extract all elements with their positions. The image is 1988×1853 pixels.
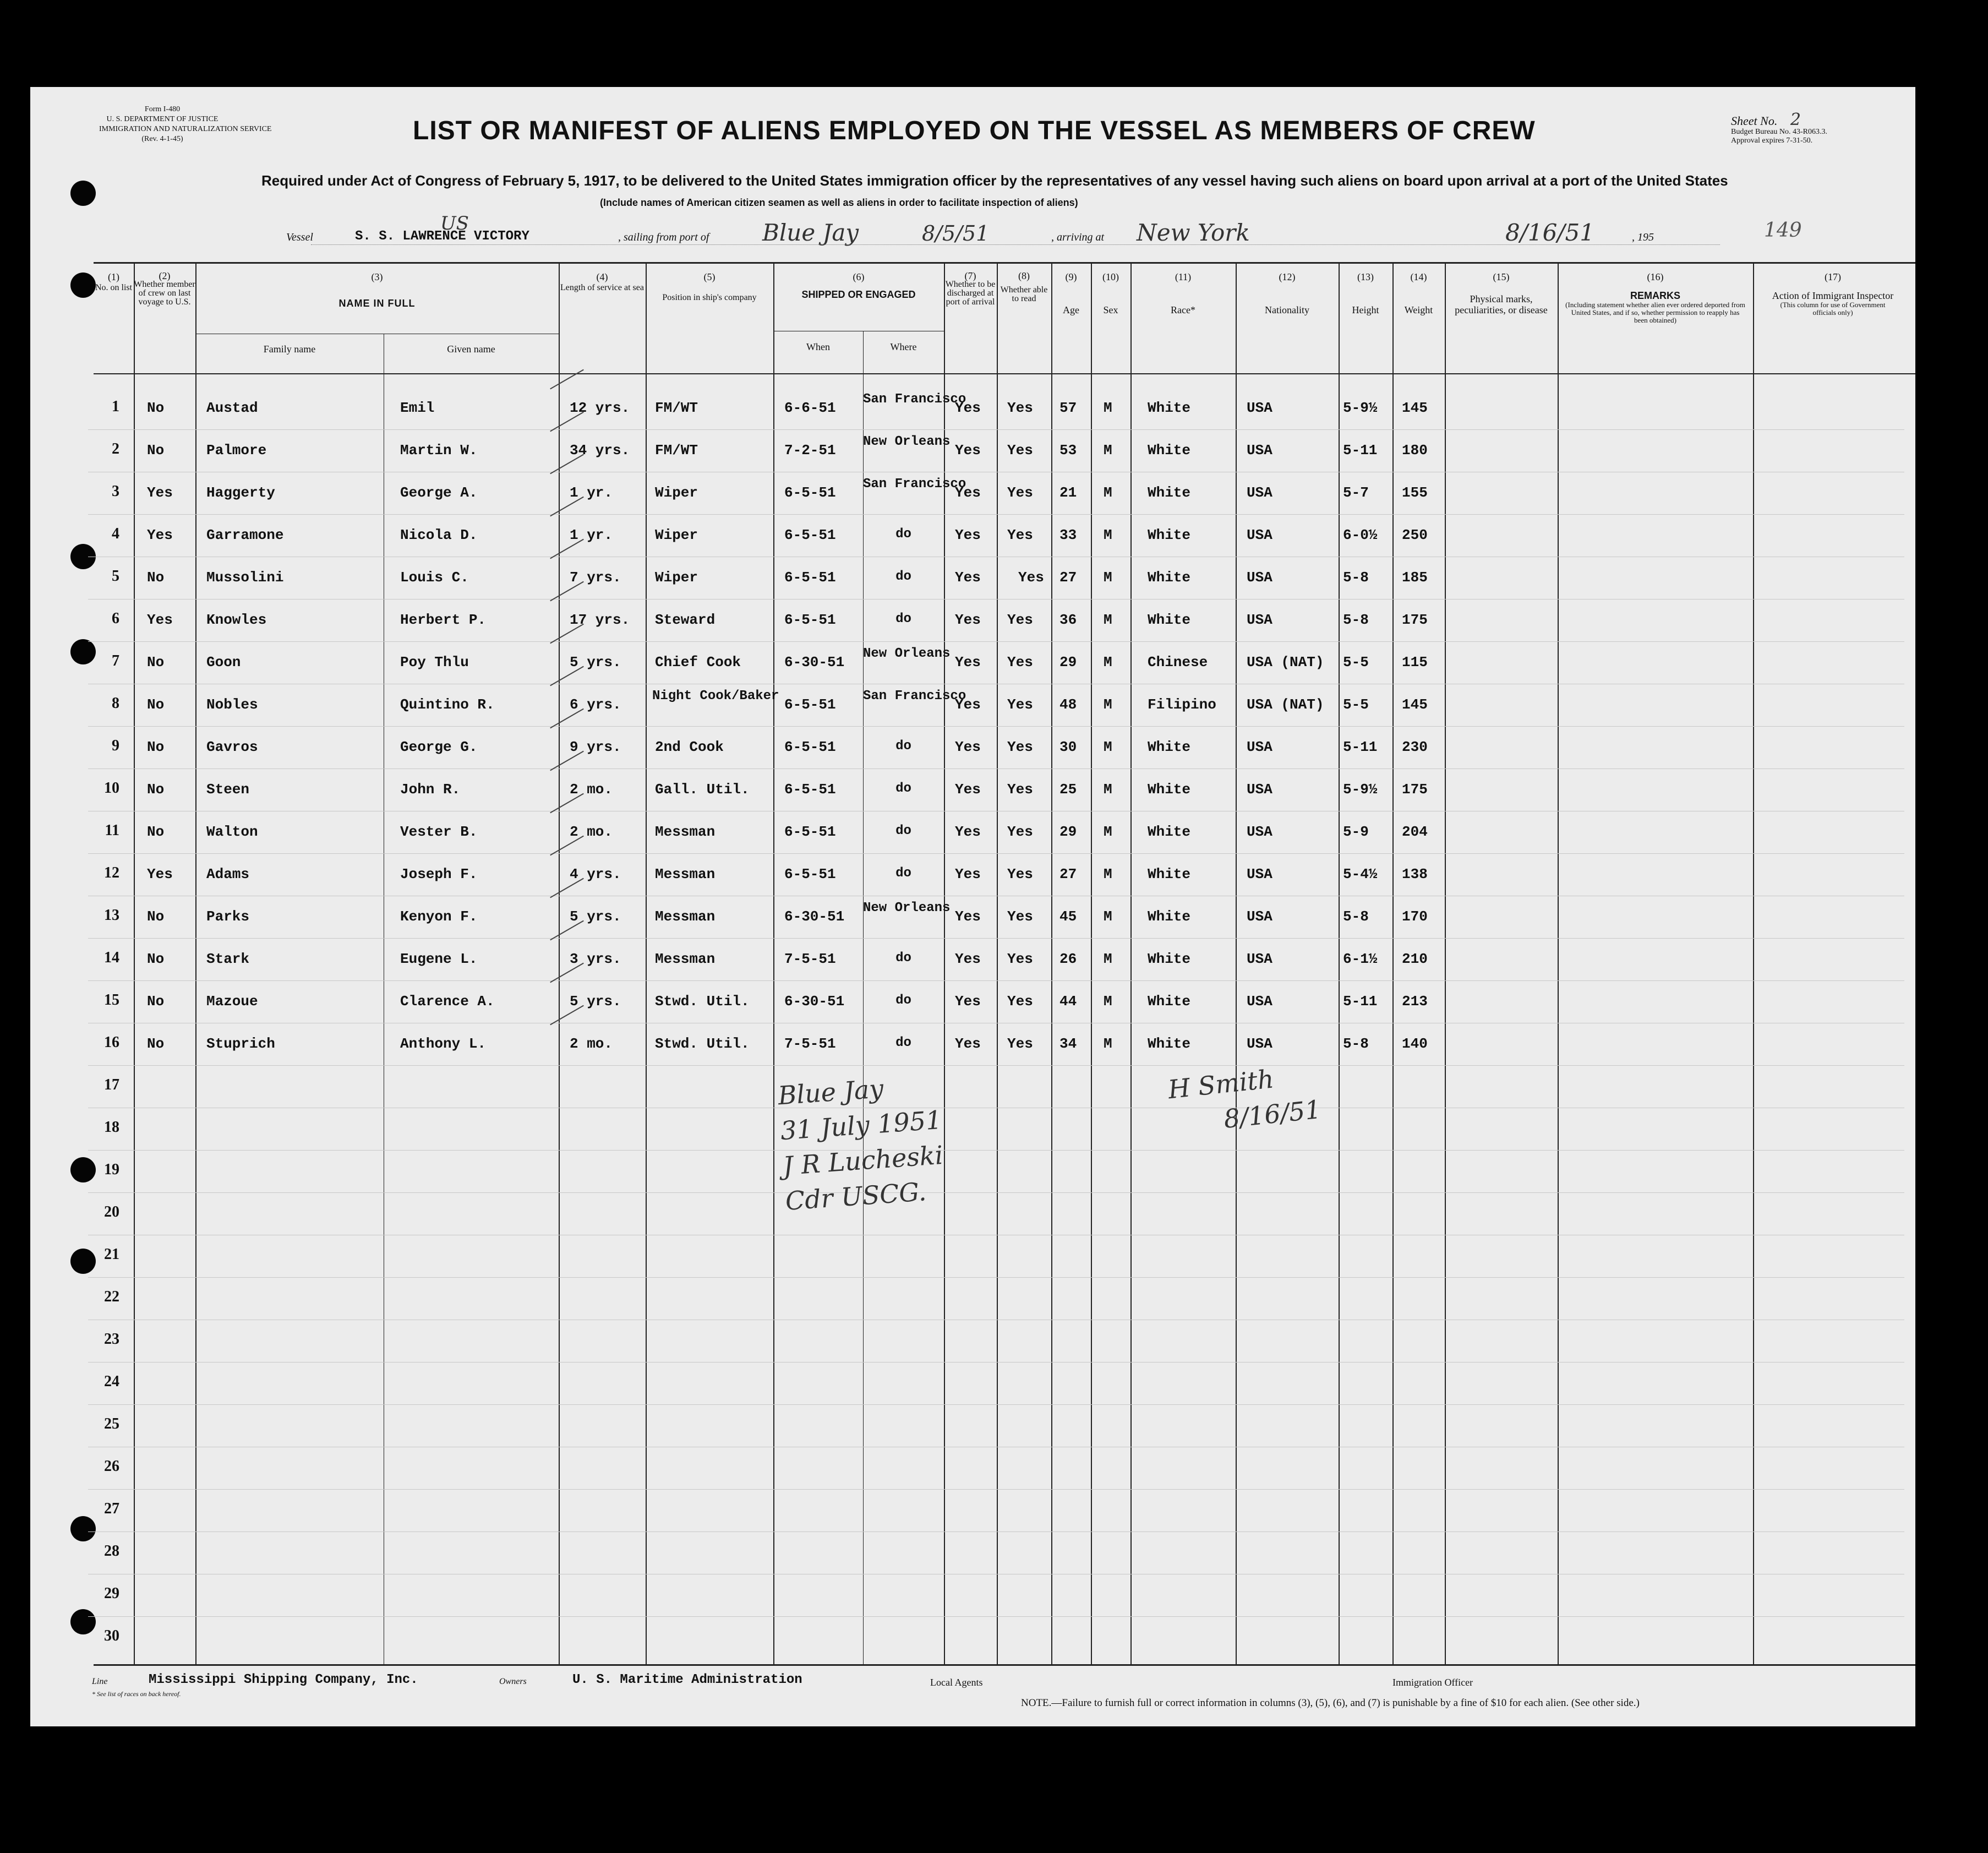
col-header-no-on-list: (1) No. on list <box>95 271 133 292</box>
row-number: 1 <box>112 398 119 415</box>
form-identifier: Form I-480 U. S. DEPARTMENT OF JUSTICE IMMIGRATION AND NATURALIZATION SERVICE (Rev. 4-1-45) <box>99 105 272 143</box>
row-number: 28 <box>104 1543 119 1560</box>
col-header-nationality: (12) Nationality <box>1265 271 1309 315</box>
table-row: No Palmore Martin W. 34 yrs. FM/WT 7-2-51 New Orleans Yes Yes 53 M White USA 5-11 180 <box>147 434 1428 459</box>
row-number: 7 <box>112 652 119 669</box>
row-number: 17 <box>104 1076 119 1093</box>
col-header-discharged: (7) Whether to be discharged at port of arrival <box>945 270 996 307</box>
act-statement: Required under Act of Congress of February 5, 1917, to be delivered to the United States immigration officer by the representatives of any vessel having such aliens on board upon arrival at a port of the United States <box>261 172 1728 189</box>
table-row: Yes Knowles Herbert P. 17 yrs. Steward 6-5-51 do Yes Yes 36 M White USA 5-8 175 <box>147 612 1428 628</box>
punch-hole <box>70 1516 96 1541</box>
row-number: 3 <box>112 483 119 500</box>
col-header-given-name: Given name <box>447 344 495 355</box>
row-number: 30 <box>104 1627 119 1644</box>
row-number: 29 <box>104 1585 119 1602</box>
punch-hole <box>70 272 96 298</box>
table-row: No Mussolini Louis C. 7 yrs. Wiper 6-5-51 do Yes Yes 27 M White USA 5-8 185 <box>147 569 1428 586</box>
col-header-prior-voyage: (2) Whether member of crew on last voyage to U.S. <box>134 270 195 307</box>
row-number: 15 <box>104 991 119 1009</box>
row-number: 13 <box>104 907 119 924</box>
row-number: 8 <box>112 695 119 712</box>
row-number: 2 <box>112 440 119 457</box>
row-number: 10 <box>104 780 119 797</box>
row-number: 26 <box>104 1458 119 1475</box>
row-number: 5 <box>112 568 119 585</box>
table-row: No Stuprich Anthony L. 2 mo. Stwd. Util. 7-5-51 do Yes Yes 34 M White USA 5-8 140 <box>147 1036 1428 1052</box>
row-number: 4 <box>112 525 119 542</box>
row-number: 18 <box>104 1119 119 1136</box>
table-row: No Austad Emil 12 yrs. FM/WT 6-6-51 San Francisco Yes Yes 57 M White USA 5-9½ 145 <box>147 392 1428 416</box>
row-number: 11 <box>105 822 119 839</box>
row-number: 27 <box>104 1500 119 1517</box>
col-header-able-to-read: (8) Whether able to read <box>1000 270 1048 303</box>
sheet-info: Sheet No. 2 Budget Bureau No. 43-R063.3. Approval expires 7-31-50. <box>1731 110 1827 145</box>
punch-hole <box>70 181 96 206</box>
row-number: 23 <box>104 1331 119 1348</box>
row-number: 24 <box>104 1373 119 1390</box>
col-header-position: (5) Position in ship's company <box>662 271 757 302</box>
row-number: 16 <box>104 1034 119 1051</box>
manifest-sheet <box>30 87 1915 1726</box>
table-row: No Gavros George G. 9 yrs. 2nd Cook 6-5-51 do Yes Yes 30 M White USA 5-11 230 <box>147 739 1428 755</box>
col-header-shipped-or-engaged: (6) SHIPPED OR ENGAGED <box>801 271 916 300</box>
col-header-sex: (10) Sex <box>1102 271 1119 315</box>
page-title: LIST OR MANIFEST OF ALIENS EMPLOYED ON THE VESSEL AS MEMBERS OF CREW <box>413 116 1536 145</box>
table-row: No Stark Eugene L. 3 yrs. Messman 7-5-51 do Yes Yes 26 M White USA 6-1½ 210 <box>147 951 1428 967</box>
row-number: 14 <box>104 949 119 966</box>
footer-line: Line Mississippi Shipping Company, Inc. Owners U. S. Maritime Administration Local Agents Immigration Officer * See list of races on back hereof. NOTE.—Failure to furnish full or correct information in columns (3), (5), (6), and (7) is punishable by a fine of $10 for each alien. (See other side.) <box>92 1672 1640 1709</box>
row-number: 20 <box>104 1203 119 1220</box>
col-header-race: (11) Race* <box>1171 271 1195 315</box>
col-header-length-of-service: (4) Length of service at sea <box>560 271 644 292</box>
table-row: Yes Adams Joseph F. 4 yrs. Messman 6-5-51 do Yes Yes 27 M White USA 5-4½ 138 <box>147 866 1428 882</box>
table-row: No Goon Poy Thlu 5 yrs. Chief Cook 6-30-51 New Orleans Yes Yes 29 M Chinese USA (NAT) 5-5 115 <box>147 646 1428 671</box>
row-number: 9 <box>112 737 119 754</box>
table-row: Yes Haggerty George A. 1 yr. Wiper 6-5-51 San Francisco Yes Yes 21 M White USA 5-7 155 <box>147 477 1428 501</box>
col-header-inspector-action: (17) Action of Immigrant Inspector (This column for use of Government officials only) <box>1772 271 1894 317</box>
col-header-weight: (14) Weight <box>1404 271 1433 315</box>
col-header-name-in-full: (3) NAME IN FULL <box>338 271 416 309</box>
col-header-age: (9) Age <box>1063 271 1079 315</box>
table-row: No Mazoue Clarence A. 5 yrs. Stwd. Util. 6-30-51 do Yes Yes 44 M White USA 5-11 213 <box>147 993 1428 1010</box>
table-row: No Walton Vester B. 2 mo. Messman 6-5-51 do Yes Yes 29 M White USA 5-9 204 <box>147 824 1428 840</box>
row-number: 12 <box>104 864 119 881</box>
col-header-physical-marks: (15) Physical marks, peculiarities, or disease <box>1455 271 1548 315</box>
table-row: No Nobles Quintino R. 6 yrs. Night Cook/Baker 6-5-51 San Francisco Yes Yes 48 M Filipino USA (NAT) 5-5 145 <box>147 689 1428 713</box>
row-number: 19 <box>104 1161 119 1178</box>
col-header-height: (13) Height <box>1352 271 1379 315</box>
row-number: 6 <box>112 610 119 627</box>
row-number: 22 <box>104 1288 119 1305</box>
col-header-when: When <box>806 341 830 352</box>
col-header-where: Where <box>890 341 917 352</box>
boarding-officer-annotation: Blue Jay 31 July 1951 J R Lucheski Cdr USCG. <box>777 1073 944 1216</box>
table-row: Yes Garramone Nicola D. 1 yr. Wiper 6-5-51 do Yes Yes 33 M White USA 6-0½ 250 <box>147 527 1428 543</box>
include-note: (Include names of American citizen seamen as well as aliens in order to facilitate inspection of aliens) <box>600 197 1078 208</box>
col-header-remarks: (16) REMARKS (Including statement whether alien ever ordered deported from United States, and if so, whether permission to reapply has been obtained) <box>1565 271 1745 324</box>
row-number: 21 <box>104 1246 119 1263</box>
row-number: 25 <box>104 1415 119 1432</box>
inspector-annotation: H Smith 8/16/51 <box>1166 1064 1323 1134</box>
table-row: No Steen John R. 2 mo. Gall. Util. 6-5-51 do Yes Yes 25 M White USA 5-9½ 175 <box>147 781 1428 798</box>
table-row: No Parks Kenyon F. 5 yrs. Messman 6-30-51 New Orleans Yes Yes 45 M White USA 5-8 170 <box>147 901 1428 925</box>
vessel-line: Vessel S. S. LAWRENCE VICTORY US , sailing from port of Blue Jay 8/5/51 , arriving at New York 8/16/51 , 195 149 <box>286 212 1802 246</box>
col-header-family-name: Family name <box>263 344 316 355</box>
